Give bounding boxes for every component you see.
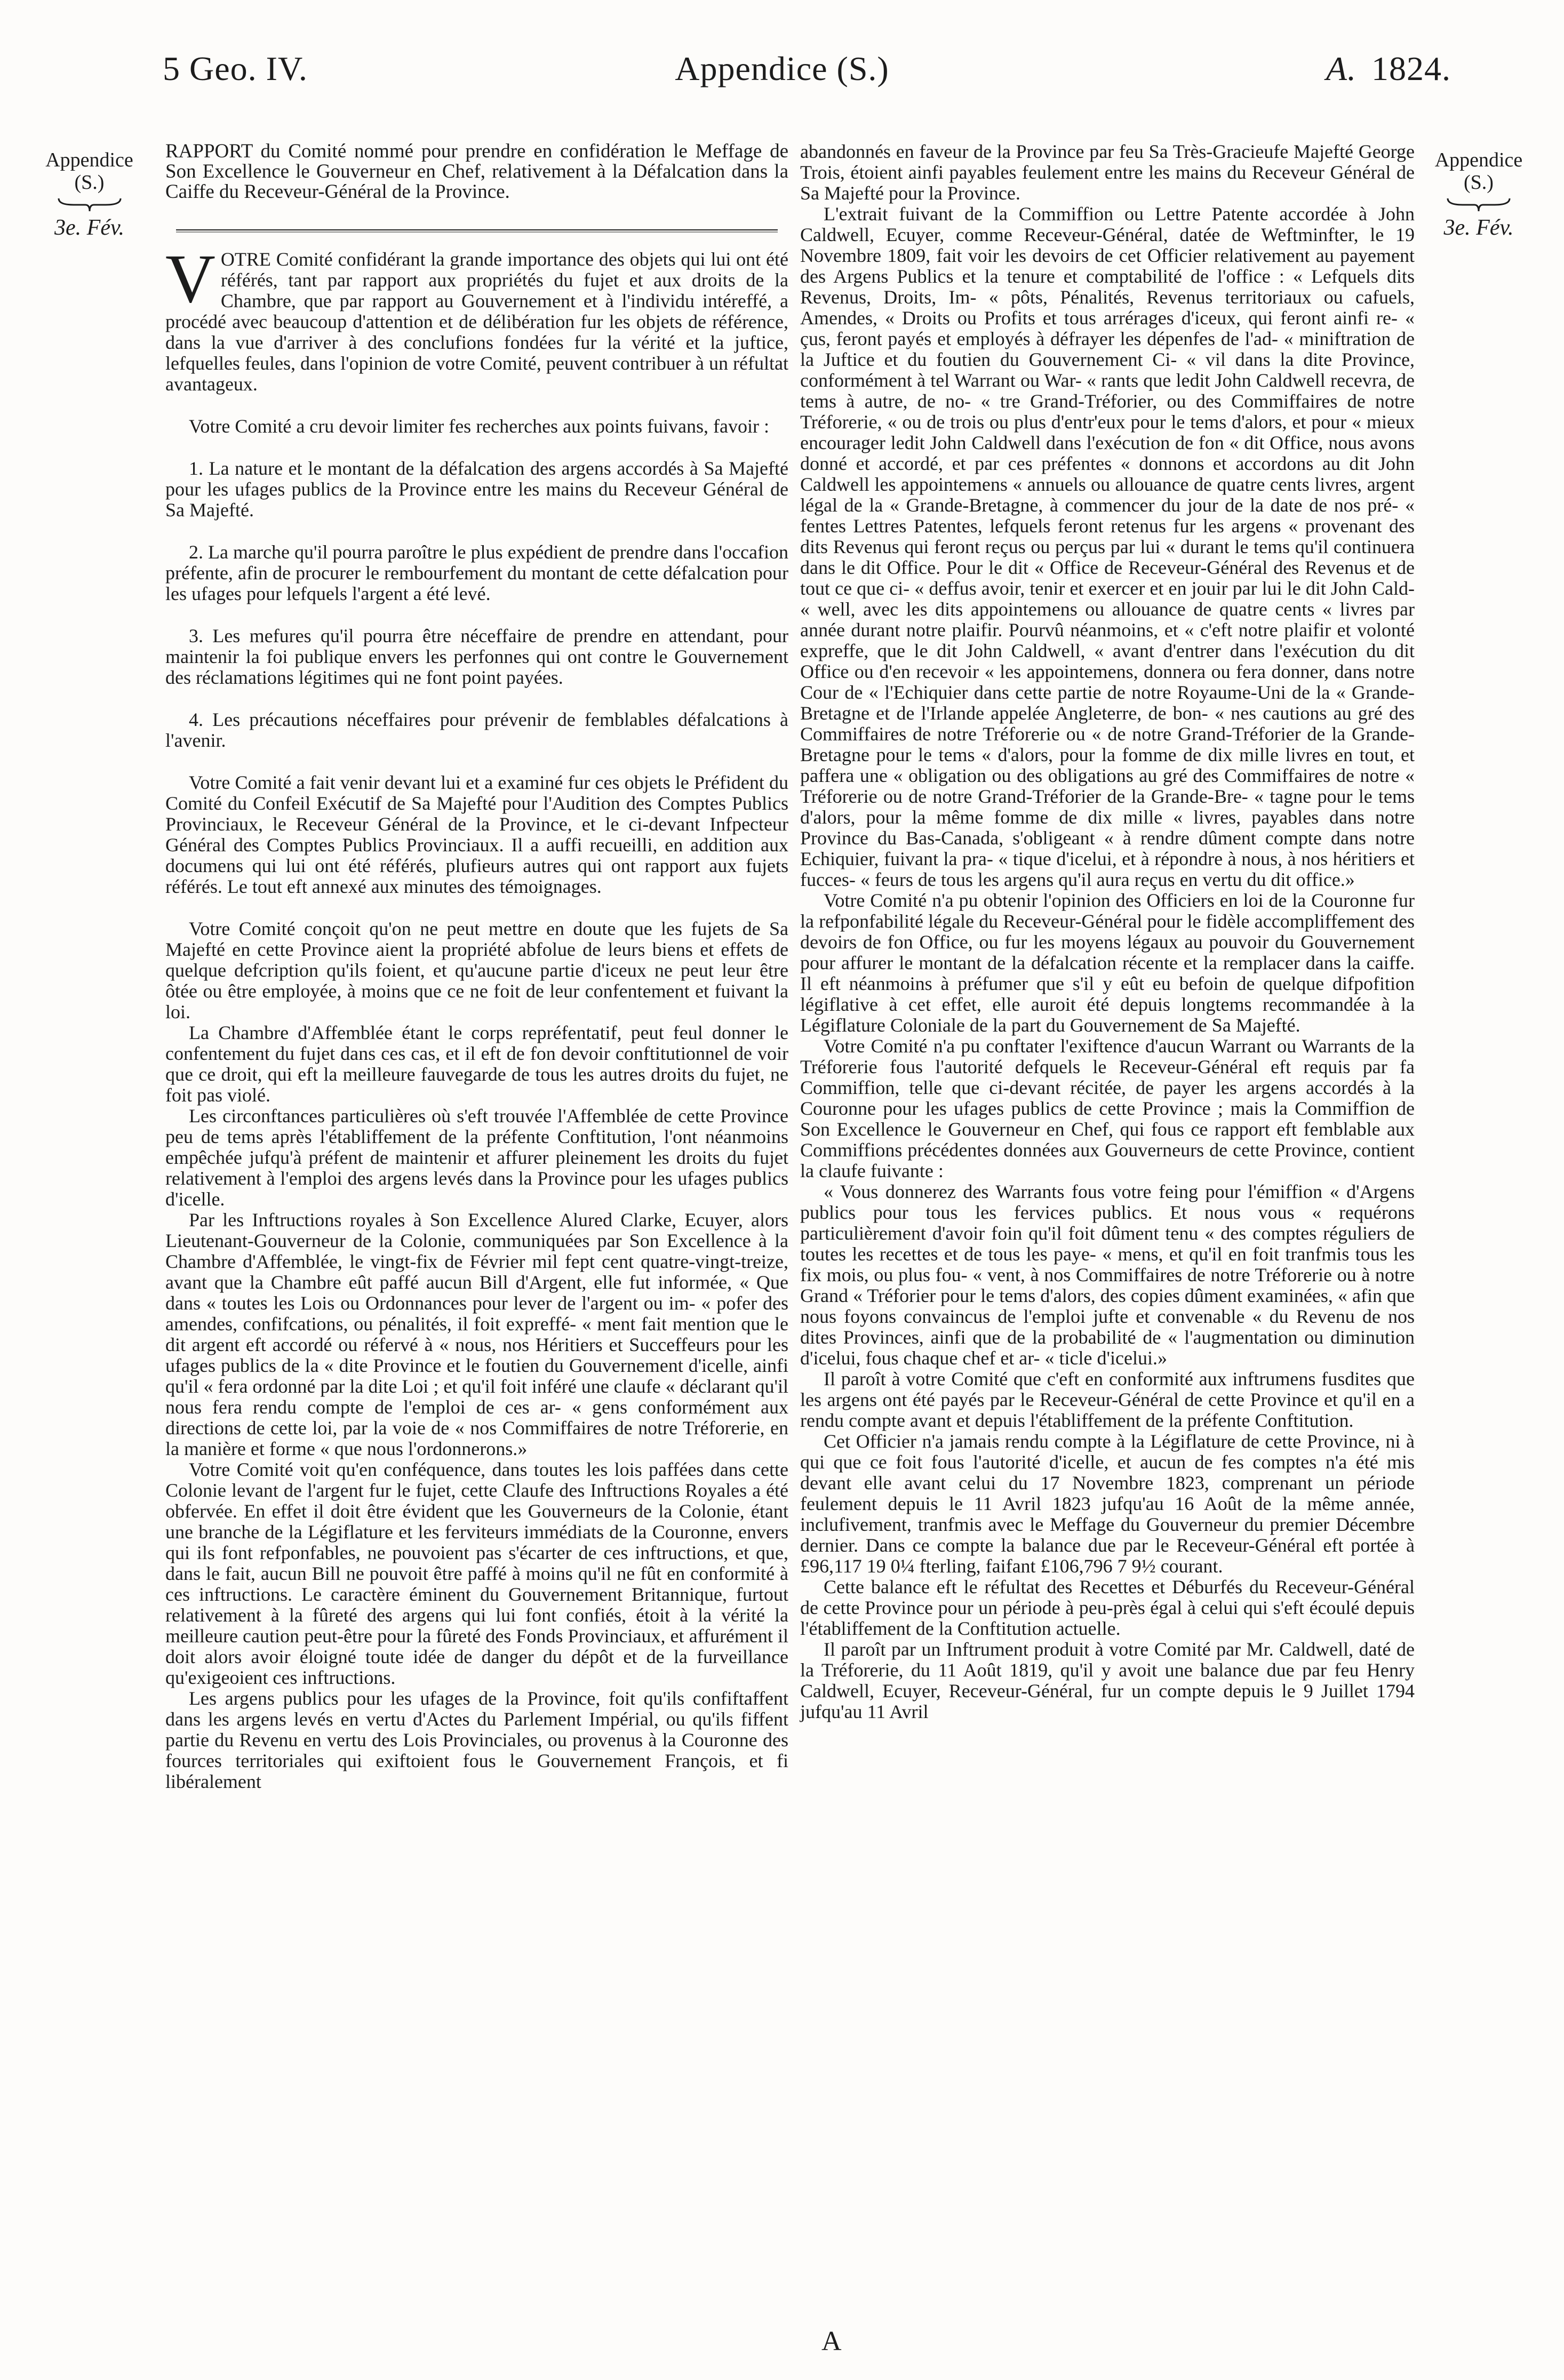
header-regnal-year: 5 Geo. IV. <box>163 50 308 87</box>
margin-left-brace-icon <box>58 196 122 212</box>
paragraph: Il paroît à votre Comité que c'eft en conformité aux inftrumens fusdites que les argens ont été payés par le Receveur-Général de cette Province et qu'il en a rendu compte avant et depuis l'établiffement de la préfente Conftitution. <box>800 1368 1415 1431</box>
paragraph: Votre Comité voit qu'en conféquence, dans toutes les lois paffées dans cette Colonie levant de l'argent fur le fujet, cette Claufe des Inftructions Royales a été obfervée. En effet il doit être évident que les Gouverneurs de la Colonie, étant une branche de la Légiflature et les ferviteurs immédiats de la Couronne, envers qui ils font refponfables, ne pouvoient pas s'écarter de ces inftructions, et que, dans le fait, aucun Bill ne pouvoit être paffé à moins qu'il ne fût en conformité à ces inftructions. Le caractère éminent du Gouvernement Britannique, furtout relativement à la fûreté des argens qui lui font confiés, étoit à la vérité la meilleure caution peut-être pour la fûreté des Fonds Provinciaux, et affurément il doit alors avoir éloigné toute idée de danger du dépôt et de la furveillance qu'exigeoient ces inftructions. <box>165 1459 788 1688</box>
paragraph: 3. Les mefures qu'il pourra être néceffaire de prendre en attendant, pour maintenir la foi publique envers les perfonnes qui ont contre le Gouvernement des réclamations légitimes qui ne font point payées. <box>165 625 788 688</box>
title-divider-rule <box>165 229 788 233</box>
margin-right-date: 3e. Fév. <box>1443 215 1514 240</box>
margin-left-sub: (S.) <box>74 171 105 194</box>
report-title: RAPPORT du Comité nommé pour prendre en confidération le Meffage de Son Excellence le Gouverneur en Chef, relativement à la Défalcation dans la Caiffe du Receveur-Général de la Province. <box>165 140 788 203</box>
margin-right-label: Appendice <box>1434 149 1523 171</box>
opening-text: OTRE Comité confidérant la grande importance des objets qui lui ont été référés, tant par rapport aux propriétés du fujet et aux droits de la Chambre, que par rapport au Gouvernement et à l'individu intéreffé, a procédé avec beaucoup d'attention et de délibération fur les objets de référence, dans la vue d'arriver à des conclufions fondées fur la vérité et la juftice, lefquelles feules, dans l'opinion de votre Comité, peuvent contribuer à un réfultat avantageux. <box>165 249 788 395</box>
margin-right-brace-icon <box>1447 196 1511 212</box>
paragraph: Votre Comité conçoit qu'on ne peut mettre en doute que les fujets de Sa Majefté en cette Province aient la propriété abfolue de leurs biens et effets de quelque defcription qu'ils foient, et qu'aucune partie d'iceux ne peut leur être ôtée ou être employée, à moins que ce ne foit de leur confentement et fuivant la loi. <box>165 918 788 1023</box>
paragraph: Votre Comité n'a pu obtenir l'opinion des Officiers en loi de la Couronne fur la refponfabilité légale du Receveur-Général pour le fidèle accompliffement des devoirs de fon Office, ou fur les moyens légaux au pouvoir du Gouvernement pour affurer le montant de la défalcation récente et la remplacer dans la caiffe. Il eft néanmoins à préfumer que s'il y eût eu befoin de quelque difpofition légiflative à cet effet, elle auroit été depuis longtems recommandée à la Légiflature Coloniale de la part du Gouvernement de Sa Majefté. <box>800 890 1415 1036</box>
paragraph: Il paroît par un Inftrument produit à votre Comité par Mr. Caldwell, daté de la Tréforerie, du 11 Août 1819, qu'il y avoit une balance due par feu Henry Caldwell, Ecuyer, Receveur-Général, fur un compte depuis le 9 Juillet 1794 jufqu'au 11 Avril <box>800 1639 1415 1722</box>
paragraph: Les argens publics pour les ufages de la Province, foit qu'ils confiftaffent dans les argens levés en vertu d'Actes du Parlement Impérial, ou qu'ils fiffent partie du Revenu en vertu des Lois Provinciales, ou provenus à la Couronne des fources territoriales qui exiftoient fous le Gouvernement François, et fi libéralement <box>165 1688 788 1792</box>
paragraph: Les circonftances particulières où s'eft trouvée l'Affemblée de cette Province peu de tems après l'établiffement de la préfente Conftitution, l'ont néanmoins empêchée jufqu'à préfent de maintenir et affurer pleinement les droits du fujet relativement à l'emploi des argens levés dans la Province pour les ufages publics d'icelle. <box>165 1105 788 1210</box>
header-letter: A. <box>1326 50 1356 87</box>
header-year-block <box>1323 49 1451 89</box>
paragraph: L'extrait fuivant de la Commiffion ou Lettre Patente accordée à John Caldwell, Ecuyer, comme Receveur-Général, datée de Weftminfter, le 19 Novembre 1809, fait voir les devoirs de cet Officier relativement au payement des Argens Publics et la tenure et comptabilité de l'office : « Lefquels dits Revenus, Droits, Im- « pôts, Pénalités, Revenus territoriaux ou cafuels, Amendes, « Droits ou Profits et tous arrérages d'iceux, qui feront ainfi re- « çus, feront payés et employés à défrayer les dépenfes de l'ad- « miniftration de la Juftice et du foutien du Gouvernement Ci- « vil dans la dite Province, conformément à tel Warrant ou War- « rants que ledit John Caldwell recevra, de tems à autre, de no- « tre Grand-Tréforier, ou des Commiffaires de notre Tréforerie, « ou de trois ou plus d'entr'eux pour le tems d'alors, et pour « mieux encourager ledit John Caldwell dans l'exécution de fon « dit Office, nous avons donné et accordé, et par ces préfentes « donnons et accordons au dit John Caldwell les appointemens « annuels ou allouance de quatre cents livres, argent légal de la « Grande-Bretagne, à commencer du jour de la date de nos pré- « fentes Lettres Patentes, lefquels feront retenus fur les argens « provenant des dits Revenus qui feront reçus ou perçus par lui « durant le tems qu'il continuera dans le dit Office. Pour le dit « Office de Receveur-Général des Revenus et de tout ce que ci- « deffus avoir, tenir et exercer et en jouir par lui le dit John Cald- « well, avec les dits appointemens ou allouance de quatre cents « livres par année durant notre plaifir. Pourvû néanmoins, et « c'eft notre plaifir et volonté expreffe, que le dit John Caldwell, « avant d'entrer dans l'exécution du dit Office ou d'en recevoir « les appointemens, donnera ou fera donner, dans notre Cour de « l'Echiquier dans cette partie de notre Royaume-Uni de la « Grande-Bretagne et de l'Irlande appelée Angleterre, de bon- « nes cautions au gré des Commiffaires de notre Tréforerie ou « de notre Grand-Tréforier de la Grande-Bretagne pour le tems « d'alors, pour la fomme de dix mille livres en tout, et paffera une « obligation ou des obligations au gré des Commiffaires de notre « Tréforerie ou de notre Grand-Tréforier de la Grande-Bre- « tagne pour le tems d'alors, pour la même fomme de dix mille « livres, payables dans notre Province du Bas-Canada, s'obligeant « à rendre dûment compte dans notre Echiquier, fuivant la pra- « tique d'icelui, et à répondre à nous, à nos héritiers et fucces- « feurs de tous les argens qu'il aura reçus en vertu du dit office.» <box>800 203 1415 890</box>
header-title: Appendice (S.) <box>675 50 889 87</box>
paragraph: La Chambre d'Affemblée étant le corps repréfentatif, peut feul donner le confentement du fujet dans ces cas, et il eft de fon devoir conftitutionnel de voir que ce droit, qui eft la meilleure fauvegarde de tous les autres droits du fujet, ne foit pas violé. <box>165 1022 788 1106</box>
paragraph: Cette balance eft le réfultat des Recettes et Déburfés du Receveur-Général de cette Province pour un période à peu-près égal à celui qui s'eft écoulé depuis l'établiffement de la Conftitution actuelle. <box>800 1576 1415 1639</box>
margin-right-sub: (S.) <box>1464 171 1494 194</box>
drop-cap: V <box>165 241 216 317</box>
signature-mark: A <box>821 2326 842 2357</box>
paragraph: abandonnés en faveur de la Province par feu Sa Très-Gracieufe Majefté George Trois, étoient ainfi payables feulement entre les mains du Receveur Général de Sa Majefté pour la Province. <box>800 141 1415 204</box>
quoted-clause: « Vous donnerez des Warrants fous votre feing pour l'émiffion « d'Argens publics pour tous les fervices publics. Et nous vous « requérons particulièrement d'avoir foin qu'il foit dûment tenu « des comptes réguliers de toutes les recettes et de tous les paye- « mens, et qu'il en foit tranfmis tous les fix mois, ou plus fou- « vent, à nos Commiffaires de notre Tréforerie ou à notre Grand « Tréforier pour le tems d'alors, des copies dûment examinées, « afin que nous foyons convaincus de l'emploi jufte et convenable « du Revenu de nos dites Provinces, ainfi que de la probabilité de « l'augmentation ou diminution d'icelui, fous chaque chef et ar- « ticle d'icelui.» <box>800 1181 1415 1369</box>
right-column <box>800 141 1415 1722</box>
margin-note-left <box>32 149 147 240</box>
left-column <box>165 141 788 1792</box>
header-year: 1824. <box>1371 50 1451 87</box>
margin-left-label: Appendice <box>45 149 133 171</box>
paragraph: Cet Officier n'a jamais rendu compte à la Légiflature de cette Province, ni à qui que ce foit fous l'autorité d'icelle, et aucun de fes comptes n'a été mis devant elle avant celui du 17 Novembre 1823, comprenant un période feulement depuis le 11 Avril 1823 jufqu'au 16 Août de la même année, inclufivement, tranfmis avec le Meffage du Gouverneur du premier Décembre dernier. Dans ce compte la balance due par le Receveur-Général eft portée à £96,117 19 0¼ fterling, faifant £106,796 7 9½ courant. <box>800 1431 1415 1577</box>
margin-left-date: 3e. Fév. <box>54 215 124 240</box>
paragraph: 1. La nature et le montant de la défalcation des argens accordés à Sa Majefté pour les ufages publics de la Province entre les mains du Receveur Général de Sa Majefté. <box>165 458 788 521</box>
paragraph: Par les Inftructions royales à Son Excellence Alured Clarke, Ecuyer, alors Lieutenant-Gouverneur de la Colonie, communiquées par Son Excellence à la Chambre d'Affemblée, le vingt-fix de Février mil fept cent quatre-vingt-treize, avant que la Chambre eût paffé aucun Bill d'Argent, elle fut informée, « Que dans « toutes les Lois ou Ordonnances pour lever de l'argent ou im- « pofer des amendes, confifcations, ou pénalités, il foit expreffé- « ment fait mention que le dit argent eft accordé ou réfervé à « nous, nos Héritiers et Succeffeurs pour les ufages publics de la « dite Province et le foutien du Gouvernement d'icelle, ainfi qu'il « fera ordonné par la dite Loi ; et qu'il foit inféré une claufe « déclarant qu'il nous fera rendu compte de l'emploi de ces ar- « gens conformément aux directions de cette loi, par la voie de « nos Commiffaires de notre Tréforerie, en la manière et forme « que nous l'ordonnerons.» <box>165 1209 789 1459</box>
paragraph: 2. La marche qu'il pourra paroître le plus expédient de prendre dans l'occafion préfente, afin de procurer le rembourfement du montant de cette défalcation pour les ufages pour lefquels l'argent a été levé. <box>165 541 788 604</box>
paragraph: Votre Comité a cru devoir limiter fes recherches aux points fuivans, favoir : <box>189 416 769 437</box>
margin-note-right <box>1415 149 1543 240</box>
paragraph: Votre Comité n'a pu conftater l'exiftence d'aucun Warrant ou Warrants de la Tréforerie fous l'autorité defquels le Receveur-Général eft requis par fa Commiffion, telle que ci-devant récitée, de payer les argens accordés à la Couronne pour les ufages publics de cette Province ; mais la Commiffion de Son Excellence le Gouverneur en Chef, qui fous ce rapport eft femblable aux Commiffions précédentes données aux Gouverneurs de cette Province, contient la claufe fuivante : <box>800 1035 1415 1181</box>
opening-paragraph <box>165 241 788 395</box>
paragraph: 4. Les précautions néceffaires pour prévenir de femblables défalcations à l'avenir. <box>165 709 788 751</box>
paragraph: Votre Comité a fait venir devant lui et a examiné fur ces objets le Préfident du Comité du Confeil Exécutif de Sa Majefté pour l'Audition des Comptes Publics Provinciaux, le Receveur Général de la Province, et le ci-devant Infpecteur Général des Comptes Publics Provinciaux. Il a auffi recueilli, en addition aux documens qui lui ont été référés, plufieurs autres qui ont rapport aux fujets référés. Le tout eft annexé aux minutes des témoignages. <box>165 772 788 897</box>
